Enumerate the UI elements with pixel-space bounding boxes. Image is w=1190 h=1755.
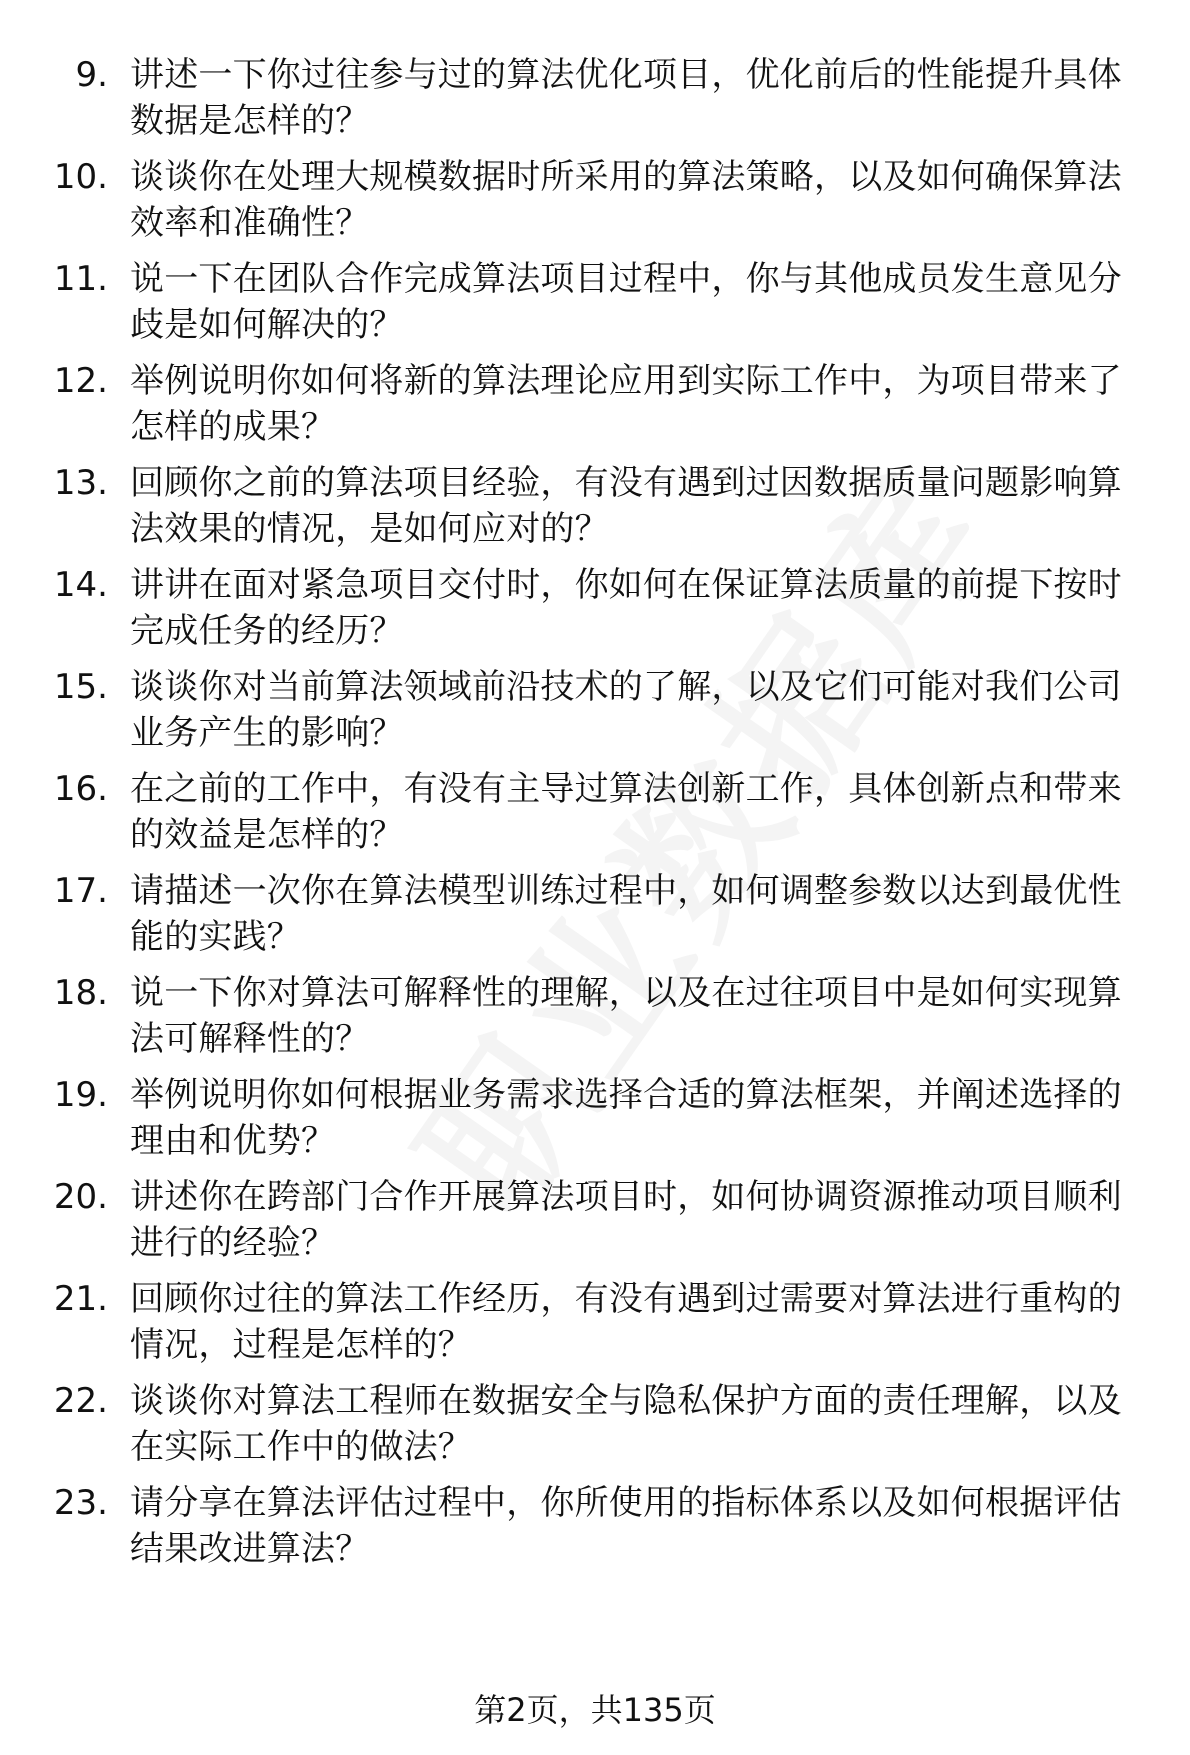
question-number: 22. [53,1381,108,1421]
question-item [0,256,1190,358]
question-text: 回顾你过往的算法工作经历，有没有遇到过需要对算法进行重构的情况，过程是怎样的？ [130,1279,1122,1365]
question-item [0,460,1190,562]
question-text: 讲述一下你过往参与过的算法优化项目，优化前后的性能提升具体数据是怎样的？ [130,55,1122,141]
question-number: 15. [53,667,108,707]
question-text: 举例说明你如何将新的算法理论应用到实际工作中，为项目带来了怎样的成果？ [130,361,1122,447]
question-text: 举例说明你如何根据业务需求选择合适的算法框架，并阐述选择的理由和优势？ [130,1075,1122,1161]
question-text: 回顾你之前的算法项目经验，有没有遇到过因数据质量问题影响算法效果的情况，是如何应对的？ [130,463,1122,549]
question-text: 讲讲在面对紧急项目交付时，你如何在保证算法质量的前提下按时完成任务的经历？ [130,565,1122,651]
question-text: 讲述你在跨部门合作开展算法项目时，如何协调资源推动项目顺利进行的经验？ [130,1177,1122,1263]
question-item [0,766,1190,868]
question-item [0,1378,1190,1480]
question-number: 21. [53,1279,108,1319]
question-text: 谈谈你对当前算法领域前沿技术的了解，以及它们可能对我们公司业务产生的影响？ [130,667,1122,753]
question-number: 17. [53,871,108,911]
question-number: 14. [53,565,108,605]
question-item [0,154,1190,256]
question-number: 16. [53,769,108,809]
question-text: 说一下你对算法可解释性的理解，以及在过往项目中是如何实现算法可解释性的？ [130,973,1122,1059]
question-item [0,664,1190,766]
question-number: 11. [53,259,108,299]
question-item [0,358,1190,460]
question-item [0,1072,1190,1174]
question-item [0,52,1190,154]
page-footer: 第2页，共135页 [474,1691,716,1729]
question-item [0,868,1190,970]
question-item [0,1174,1190,1276]
question-text: 谈谈你在处理大规模数据时所采用的算法策略，以及如何确保算法效率和准确性？ [130,157,1122,243]
question-number: 9. [75,55,108,95]
question-number: 13. [53,463,108,503]
question-item [0,1276,1190,1378]
question-text: 在之前的工作中，有没有主导过算法创新工作，具体创新点和带来的效益是怎样的？ [130,769,1122,855]
question-item [0,970,1190,1072]
question-text: 说一下在团队合作完成算法项目过程中，你与其他成员发生意见分歧是如何解决的？ [130,259,1122,345]
question-number: 10. [53,157,108,197]
question-list [0,52,1190,1582]
question-number: 20. [53,1177,108,1217]
question-number: 19. [53,1075,108,1115]
question-number: 18. [53,973,108,1013]
question-text: 请描述一次你在算法模型训练过程中，如何调整参数以达到最优性能的实践？ [130,871,1122,957]
question-number: 23. [53,1483,108,1523]
question-item [0,562,1190,664]
question-item [0,1480,1190,1582]
question-number: 12. [53,361,108,401]
question-text: 谈谈你对算法工程师在数据安全与隐私保护方面的责任理解，以及在实际工作中的做法？ [130,1381,1122,1467]
question-text: 请分享在算法评估过程中，你所使用的指标体系以及如何根据评估结果改进算法？ [130,1483,1122,1569]
